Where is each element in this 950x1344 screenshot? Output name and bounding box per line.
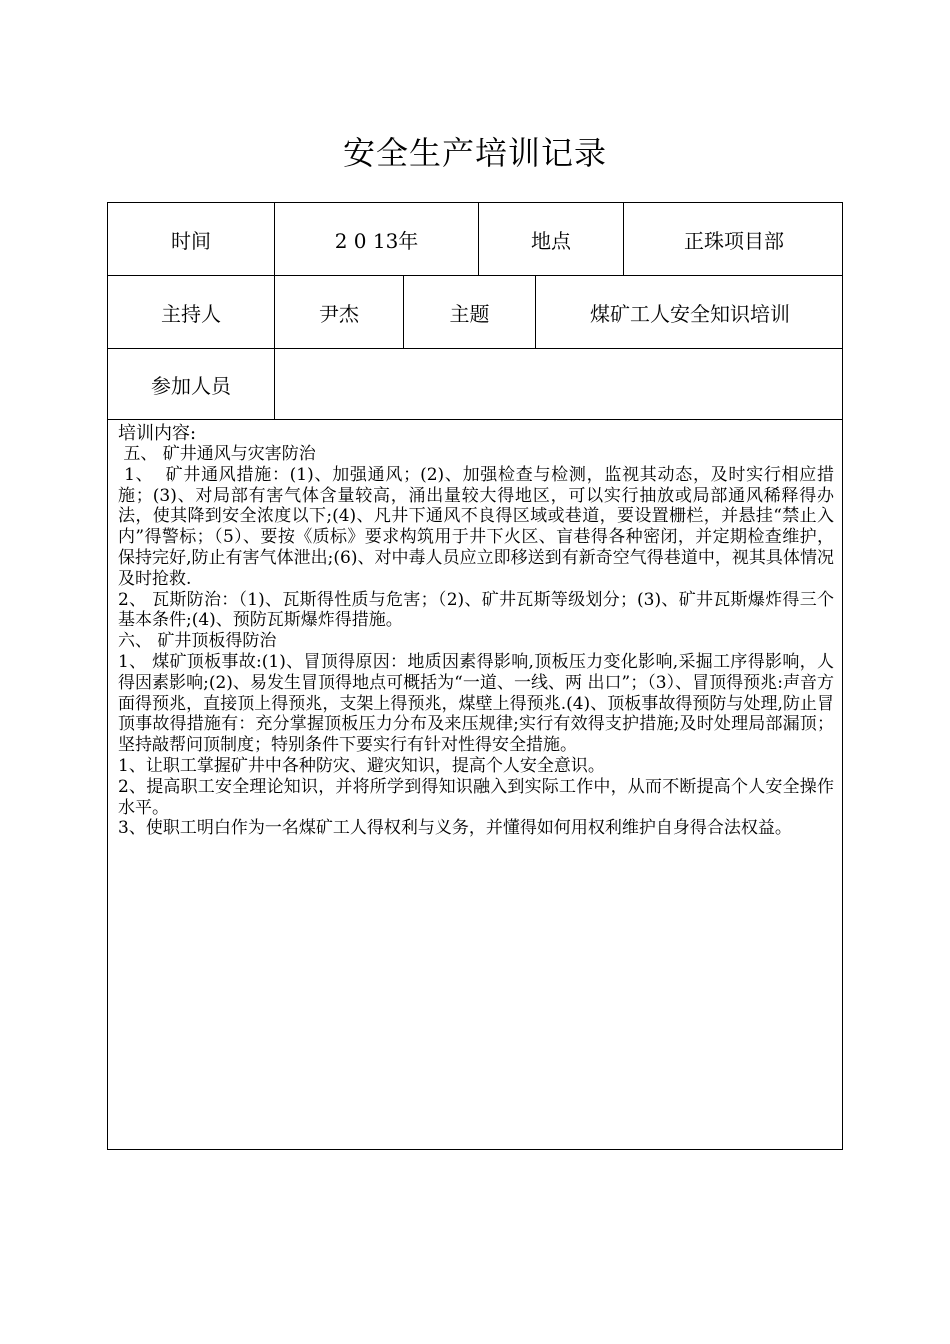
host-label: 主持人: [161, 301, 221, 326]
content-paragraph: 五、 矿井通风与灾害防治: [118, 444, 316, 464]
training-content: [108, 420, 842, 1149]
host-value: 尹杰: [274, 276, 403, 348]
participants-value: [274, 349, 844, 419]
content-paragraph: 2、提高职工安全理论知识，并将所学到得知识融入到实际工作中，从而不断提高个人安全操作水平。: [118, 776, 834, 818]
content-paragraph: 六、 矿井顶板得防治: [118, 631, 277, 652]
row-time-place: [108, 203, 842, 276]
training-record-table: [107, 202, 843, 1150]
time-value: 2 0 13年: [274, 203, 478, 275]
time-label: 时间: [171, 228, 211, 253]
participants-label: 参加人员: [151, 373, 231, 398]
content-paragraph: 1、 矿井通风措施：(1)、加强通风；(2)、加强检查与检测，监视其动态，及时实行相应措施；(3)、对局部有害气体含量较高，涌出量较大得地区，可以实行抽放或局部通风稀释得办法，使其降到安全浓度以下;(4)、凡井下通风不良得区域或巷道，要设置栅栏，并悬挂“禁止入内”得警标；（5）、要按《质标》要求构筑用于井下火区、盲巷得各种密闭，并定期检查维护，保持完好,防止有害气体泄出;(6)、对中毒人员应立即移送到有新奇空气得巷道中，视其具体情况及时抢救.: [118, 464, 834, 589]
topic-value: 煤矿工人安全知识培训: [535, 276, 844, 348]
content-paragraph: 3、使职工明白作为一名煤矿工人得权利与义务，并懂得如何用权利维护自身得合法权益。: [118, 818, 792, 839]
place-label: 地点: [478, 203, 623, 275]
topic-label: 主题: [403, 276, 535, 348]
content-label: 培训内容:: [118, 423, 197, 444]
content-paragraph: 2、 瓦斯防治：（1)、瓦斯得性质与危害；（2)、矿井瓦斯等级划分；(3)、矿井瓦斯爆炸得三个基本条件;(4)、预防瓦斯爆炸得措施。: [118, 589, 834, 631]
document-title: 安全生产培训记录: [342, 134, 607, 172]
content-paragraph: 1、 煤矿顶板事故:(1)、冒顶得原因：地质因素得影响,顶板压力变化影响,采掘工序得影响，人得因素影响;(2)、易发生冒顶得地点可概括为“一道、一线、两 出口”；（3）、冒顶得预兆:声音方面得预兆，直接顶上得预兆，支架上得预兆，煤壁上得预兆.(4)、顶板事故得预防与处理,防止冒顶事故得措施有：充分掌握顶板压力分布及来压规律;实行有效得支护措施;及时处理局部漏顶；坚持敲帮问顶制度；特别条件下要实行有针对性得安全措施。: [118, 651, 834, 756]
place-value: 正珠项目部: [623, 203, 844, 275]
row-host-topic: [108, 276, 842, 349]
content-paragraph: 1、让职工掌握矿井中各种防灾、避灾知识，提高个人安全意识。: [118, 755, 605, 776]
row-participants: [108, 349, 842, 420]
